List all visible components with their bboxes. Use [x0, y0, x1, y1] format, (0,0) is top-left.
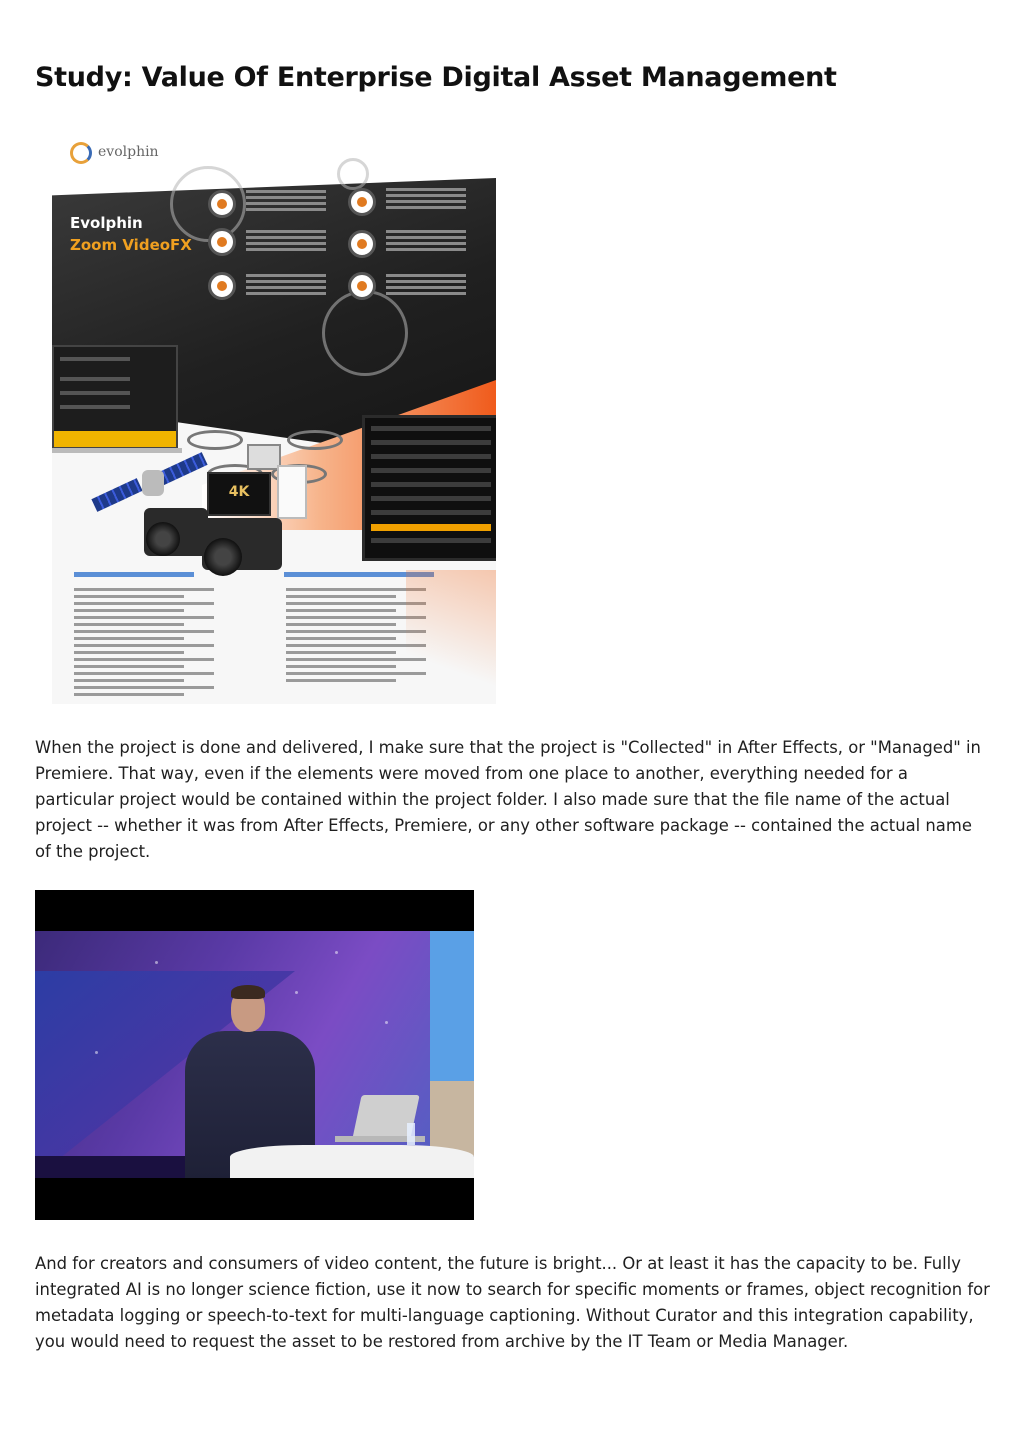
network-node	[155, 961, 158, 964]
body-paragraph-1: When the project is done and delivered, I make sure that the project is "Collected" in After Effects, or "Managed" in Premiere. That way, even if the elements were moved from one place to another, everything needed for a particular project would be contained within the project folder. I also made sure that the file name of the actual project -- whether it was from After Effects, Premiere, or any other software package -- contained the actual name of the project.	[35, 738, 981, 861]
ui-row	[60, 357, 130, 361]
decorative-ring	[337, 158, 369, 190]
laptop-screenshot	[52, 345, 178, 449]
presenter-hair	[231, 985, 265, 999]
satellite-icon	[142, 470, 164, 496]
camera-lens	[146, 522, 180, 556]
ui-row	[371, 496, 491, 501]
rotor	[187, 430, 243, 450]
monitor-screenshot	[362, 415, 496, 561]
feature-text	[246, 230, 326, 233]
phone-icon	[277, 465, 307, 519]
logo-wordmark: evolphin	[98, 144, 159, 160]
logo-swirl-icon	[70, 142, 92, 164]
ui-row	[371, 510, 491, 515]
ui-row	[371, 482, 491, 487]
feature-text	[246, 274, 326, 277]
ui-highlight-row	[371, 524, 491, 531]
ui-highlight-strip	[54, 431, 176, 447]
evolphin-logo	[70, 142, 170, 168]
network-node	[295, 991, 298, 994]
feature-icon	[208, 272, 236, 300]
network-node	[335, 951, 338, 954]
ui-row	[60, 405, 130, 409]
ui-row	[371, 454, 491, 459]
network-node	[385, 1021, 388, 1024]
ui-row	[60, 377, 130, 381]
feature-icon	[348, 230, 376, 258]
feature-text	[386, 230, 466, 233]
satellite-panel	[91, 478, 142, 512]
ui-row	[371, 468, 491, 473]
product-name-line2: Zoom VideoFX	[70, 236, 192, 254]
drone-body	[247, 444, 281, 470]
stage-scene	[35, 931, 474, 1178]
camera-lens	[204, 538, 242, 576]
orange-corner-fade	[406, 570, 496, 704]
feature-text	[386, 188, 466, 191]
ui-row	[371, 538, 491, 543]
network-node	[95, 1051, 98, 1054]
feature-icon	[208, 190, 236, 218]
page-title: Study: Value Of Enterprise Digital Asset Management	[35, 62, 837, 93]
bullet-list-left	[52, 588, 222, 700]
side-screen	[430, 931, 474, 1081]
product-name-line1: Evolphin	[70, 214, 143, 232]
feature-icon	[348, 272, 376, 300]
ui-row	[371, 440, 491, 445]
evolphin-brochure-image	[52, 130, 496, 704]
feature-text	[386, 274, 466, 277]
feature-icon	[208, 228, 236, 256]
lectern	[230, 1145, 474, 1178]
feature-text	[246, 190, 326, 193]
4k-tablet: 4K	[207, 472, 271, 516]
water-bottle	[407, 1123, 415, 1145]
section-heading-left	[74, 572, 194, 577]
ui-row	[60, 391, 130, 395]
presentation-video-frame	[35, 890, 474, 1220]
body-paragraph-2: And for creators and consumers of video content, the future is bright... Or at least it has the capacity to be. Fully integrated AI is no longer science fiction, use it now to search for specific moments or frames, object recognition for metadata logging or speech-to-text for multi-language captioning. Without Curator and this integration capability, you would need to request the asset to be restored from archive by the IT Team or Media Manager.	[35, 1254, 990, 1351]
laptop-base	[52, 448, 182, 453]
feature-icon	[348, 188, 376, 216]
decorative-ring	[322, 290, 408, 376]
ui-row	[371, 426, 491, 431]
rotor	[287, 430, 343, 450]
